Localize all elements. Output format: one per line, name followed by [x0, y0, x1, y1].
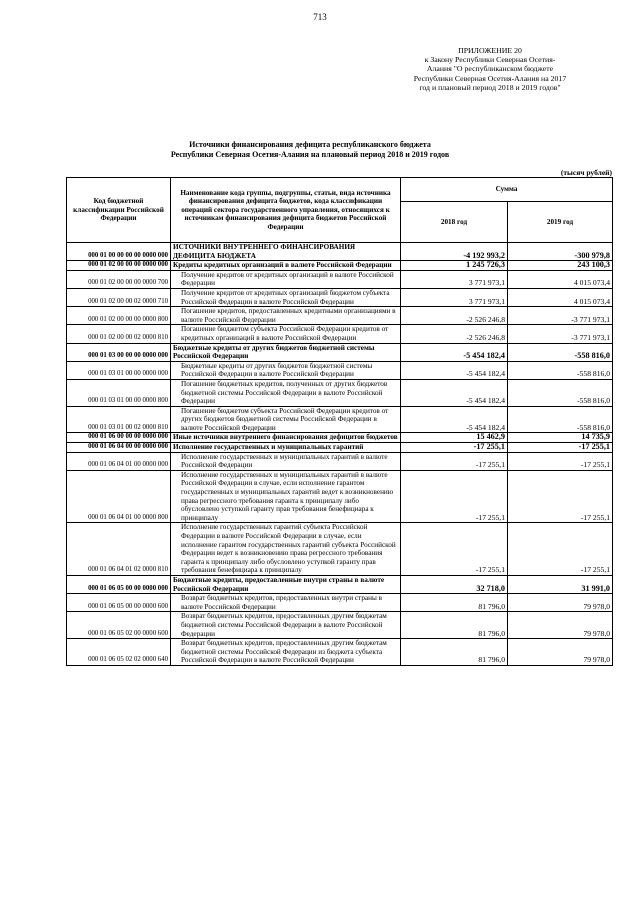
table-row [67, 612, 613, 639]
row-name: Погашение бюджетом субъекта Российской Федерации кредитов от других бюджетов бюджетной системы Российской Федерации в валюте Российской Федерации [171, 406, 401, 433]
table-row [67, 307, 613, 325]
row-name: Получение кредитов от кредитных организаций в валюте Российской Федерации [171, 270, 401, 288]
row-code: 000 01 06 05 00 00 0000 600 [67, 594, 171, 612]
row-value-2018: -2 526 246,8 [401, 307, 508, 325]
table-row [67, 261, 613, 271]
document-title [130, 140, 490, 160]
row-name: Возврат бюджетных кредитов, предоставленных другим бюджетам бюджетной системы Российской Федерации в валюте Российской Федерации [171, 612, 401, 639]
appendix-block [395, 46, 585, 92]
page-number: 713 [313, 12, 327, 22]
row-name: Иные источники внутреннего финансирования дефицитов бюджетов [171, 433, 401, 443]
title-line: Республики Северная Осетия-Алания на плановый период 2018 и 2019 годов [170, 150, 450, 159]
title-line: Источники финансирования дефицита республиканского бюджета [189, 140, 431, 149]
row-code: 000 01 06 04 01 00 0000 800 [67, 470, 171, 523]
row-name: Кредиты кредитных организаций в валюте Российской Федерации [171, 261, 401, 271]
sources-table [66, 177, 613, 666]
row-code: 000 01 06 00 00 00 0000 000 [67, 433, 171, 443]
row-code: 000 01 02 00 00 00 0000 000 [67, 261, 171, 271]
row-code: 000 01 06 04 00 00 0000 000 [67, 443, 171, 453]
appendix-title: ПРИЛОЖЕНИЕ 20 [458, 46, 522, 55]
row-code: 000 01 03 01 00 00 0000 000 [67, 361, 171, 379]
table-row [67, 361, 613, 379]
row-value-2019: -558 816,0 [508, 361, 613, 379]
table-row [67, 594, 613, 612]
units-label: (тысяч рублей) [560, 168, 612, 177]
row-value-2018: -17 255,1 [401, 452, 508, 470]
table-row [67, 325, 613, 343]
row-name: Исполнение государственных и муниципальных гарантий [171, 443, 401, 453]
row-value-2018: 81 796,0 [401, 639, 508, 666]
row-name: ИСТОЧНИКИ ВНУТРЕННЕГО ФИНАНСИРОВАНИЯ ДЕФИЦИТА БЮДЖЕТА [171, 243, 401, 261]
row-name: Возврат бюджетных кредитов, предоставленных внутри страны в валюте Российской Федерации [171, 594, 401, 612]
row-value-2019: 243 100,3 [508, 261, 613, 271]
table-row [67, 406, 613, 433]
appendix-line: к Закону Республики Северная Осетия- [424, 55, 556, 65]
table-row [67, 343, 613, 361]
row-name: Исполнение государственных и муниципальных гарантий в валюте Российской Федерации [171, 452, 401, 470]
row-value-2019: 79 978,0 [508, 594, 613, 612]
row-name: Возврат бюджетных кредитов, предоставленных другим бюджетам бюджетной системы Российской Федерации из бюджета субъекта Российской Федерации в валюте Российской Федерации [171, 639, 401, 666]
row-value-2019: 79 978,0 [508, 612, 613, 639]
row-name: Погашение бюджетом субъекта Российской Федерации кредитов от кредитных организаций в валюте Российской Федерации [171, 325, 401, 343]
header-sum: Сумма [401, 178, 613, 202]
row-value-2019: 4 015 073,4 [508, 288, 613, 306]
row-code: 000 01 02 00 00 00 0000 800 [67, 307, 171, 325]
row-code: 000 01 00 00 00 00 0000 000 [67, 243, 171, 261]
row-value-2018: 81 796,0 [401, 612, 508, 639]
row-value-2019: 14 735,9 [508, 433, 613, 443]
row-value-2018: 32 718,0 [401, 575, 508, 593]
row-value-2019: -17 255,1 [508, 470, 613, 523]
row-value-2018: 15 462,9 [401, 433, 508, 443]
table-body [67, 243, 613, 666]
row-value-2019: -558 816,0 [508, 379, 613, 406]
row-name: Бюджетные кредиты, предоставленные внутри страны в валюте Российской Федерации [171, 575, 401, 593]
row-value-2018: 81 796,0 [401, 594, 508, 612]
row-code: 000 01 02 00 00 00 0000 700 [67, 270, 171, 288]
table-row [67, 443, 613, 453]
row-name: Получение кредитов от кредитных организаций бюджетом субъекта Российской Федерации в валюте Российской Федерации [171, 288, 401, 306]
table-row [67, 243, 613, 261]
row-value-2018: 1 245 726,3 [401, 261, 508, 271]
row-value-2019: -300 979,8 [508, 243, 613, 261]
row-value-2018: 3 771 973,1 [401, 288, 508, 306]
row-name: Погашение кредитов, предоставленных кредитными организациями в валюте Российской Федерации [171, 307, 401, 325]
appendix-line: год и плановый период 2018 и 2019 годов" [419, 82, 561, 92]
row-value-2018: -2 526 246,8 [401, 325, 508, 343]
row-value-2018: -5 454 182,4 [401, 361, 508, 379]
row-value-2018: -17 255,1 [401, 443, 508, 453]
row-value-2019: -17 255,1 [508, 452, 613, 470]
row-value-2019: 79 978,0 [508, 639, 613, 666]
row-value-2019: -558 816,0 [508, 406, 613, 433]
row-name: Бюджетные кредиты от других бюджетов бюджетной системы Российской Федерации [171, 343, 401, 361]
header-2018: 2018 год [401, 202, 508, 243]
row-code: 000 01 06 05 00 00 0000 000 [67, 575, 171, 593]
table-row [67, 433, 613, 443]
row-value-2018: -5 454 182,4 [401, 406, 508, 433]
table-row [67, 639, 613, 666]
row-code: 000 01 06 05 02 02 0000 640 [67, 639, 171, 666]
header-name: Наименование кода группы, подгруппы, статьи, вида источника финансирования дефицита бюджетов, кода классификации операций сектора государственного управления, относящихся к источникам финансирования дефицита бюджетов Российской Федерации [171, 178, 401, 243]
header-2019: 2019 год [508, 202, 613, 243]
row-value-2018: -17 255,1 [401, 470, 508, 523]
table-row [67, 523, 613, 576]
row-value-2019: -17 255,1 [508, 443, 613, 453]
row-value-2018: -5 454 182,4 [401, 343, 508, 361]
row-name: Бюджетные кредиты от других бюджетов бюджетной системы Российской Федерации в валюте Российской Федерации [171, 361, 401, 379]
table-row [67, 379, 613, 406]
row-code: 000 01 03 00 00 00 0000 000 [67, 343, 171, 361]
row-code: 000 01 02 00 00 02 0000 810 [67, 325, 171, 343]
header-code: Код бюджетной классификации Российской Федерации [67, 178, 171, 243]
table-row [67, 470, 613, 523]
row-name: Погашение бюджетных кредитов, полученных от других бюджетов бюджетной системы Российской Федерации в валюте Российской Федерации [171, 379, 401, 406]
row-value-2019: -3 771 973,1 [508, 307, 613, 325]
row-value-2019: 4 015 073,4 [508, 270, 613, 288]
row-value-2018: -17 255,1 [401, 523, 508, 576]
row-code: 000 01 03 01 00 00 0000 800 [67, 379, 171, 406]
table-row [67, 270, 613, 288]
row-value-2018: -4 192 993,2 [401, 243, 508, 261]
row-code: 000 01 06 04 01 02 0000 810 [67, 523, 171, 576]
appendix-line: Республики Северная Осетия-Алания на 2017 [413, 73, 567, 83]
row-code: 000 01 06 05 02 00 0000 600 [67, 612, 171, 639]
row-value-2019: 31 991,0 [508, 575, 613, 593]
row-name: Исполнение государственных гарантий субъекта Российской Федерации в валюте Российской Федерации в случае, если исполнение гарантом государственных гарантий субъекта Российской Федерации ведет к возникновению права регрессного требования гаранта к принципалу либо обусловлено уступкой гаранту прав требования бенефициара к принципалу [171, 523, 401, 576]
row-code: 000 01 03 01 00 02 0000 810 [67, 406, 171, 433]
row-value-2018: -5 454 182,4 [401, 379, 508, 406]
row-code: 000 01 06 04 01 00 0000 000 [67, 452, 171, 470]
table-row [67, 575, 613, 593]
row-name: Исполнение государственных и муниципальных гарантий в валюте Российской Федерации в случае, если исполнение гарантом государственных и муниципальных гарантий ведет к возникновению права регрессного требования гаранта к принципалу либо обусловлено уступкой гаранту прав требования бенефициара к принципалу [171, 470, 401, 523]
row-code: 000 01 02 00 00 02 0000 710 [67, 288, 171, 306]
row-value-2019: -558 816,0 [508, 343, 613, 361]
appendix-line: Алания "О республиканском бюджете [426, 64, 554, 74]
row-value-2019: -17 255,1 [508, 523, 613, 576]
table-row [67, 452, 613, 470]
row-value-2018: 3 771 973,1 [401, 270, 508, 288]
row-value-2019: -3 771 973,1 [508, 325, 613, 343]
table-row [67, 288, 613, 306]
